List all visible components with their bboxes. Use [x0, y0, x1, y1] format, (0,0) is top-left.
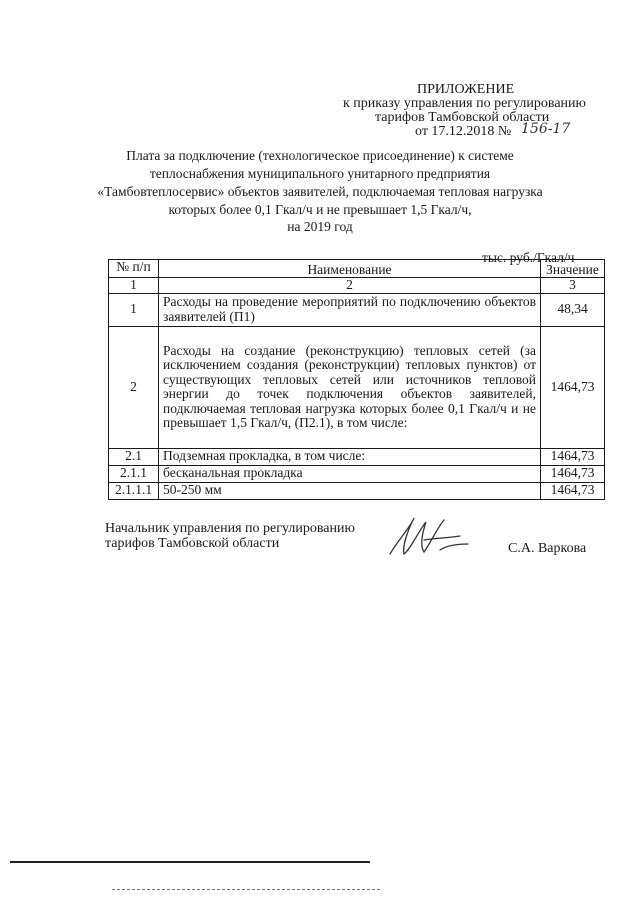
header-value: Значение — [541, 260, 605, 278]
index-value: 3 — [541, 278, 605, 294]
title-line-1: Плата за подключение (технологическое присоединение) к системе — [126, 148, 514, 163]
order-authority-line: тарифов Тамбовской области — [375, 110, 550, 125]
row-num: 2 — [109, 326, 159, 448]
row-name: Расходы на проведение мероприятий по подключению объектов заявителей (П1) — [159, 293, 541, 326]
table-row — [109, 326, 605, 448]
row-value: 1464,73 — [541, 465, 605, 482]
header-num: № п/п — [109, 260, 159, 278]
row-value: 48,34 — [541, 293, 605, 326]
row-value: 1464,73 — [541, 448, 605, 465]
appendix-label: ПРИЛОЖЕНИЕ — [417, 82, 515, 97]
title-line-3: «Тамбовтеплосервис» объектов заявителей, подключаемая тепловая нагрузка — [97, 184, 543, 199]
row-num: 2.1 — [109, 448, 159, 465]
tariff-table — [108, 259, 605, 500]
row-name: 50-250 мм — [159, 482, 541, 499]
signatory-position-line-1: Начальник управления по регулированию — [105, 521, 355, 536]
table-row — [109, 293, 605, 326]
row-num: 2.1.1 — [109, 465, 159, 482]
index-name: 2 — [159, 278, 541, 294]
signatory-position — [105, 521, 355, 551]
title-line-4: которых более 0,1 Гкал/ч и не превышает 1,5 Гкал/ч, — [168, 202, 472, 217]
handwritten-signature — [384, 510, 474, 560]
signatory-position-line-2: тарифов Тамбовской области — [105, 536, 280, 551]
title-line-5: на 2019 год — [287, 219, 353, 234]
row-value: 1464,73 — [541, 326, 605, 448]
table-row — [109, 482, 605, 499]
title-line-2: теплоснабжения муниципального унитарного предприятия — [149, 166, 491, 181]
row-value: 1464,73 — [541, 482, 605, 499]
table-header-row — [109, 260, 605, 278]
row-num: 1 — [109, 293, 159, 326]
order-number-handwritten: 156-17 — [521, 121, 571, 137]
table-index-row — [109, 278, 605, 294]
bottom-dashed-rule — [112, 889, 380, 890]
order-reference-line: к приказу управления по регулированию — [343, 96, 586, 111]
table-row — [109, 448, 605, 465]
bottom-rule — [10, 861, 370, 863]
header-name: Наименование — [159, 260, 541, 278]
row-name: Расходы на создание (реконструкцию) тепловых сетей (за исключением создания (реконструкции) тепловых пунктов) от существующих тепловых сетей или источников тепловой энергии до точек подключения объектов заявителей, подключаемая тепловая нагрузка которых более 0,1 Гкал/ч и не превышает 1,5 Гкал/ч, (П2.1), в том числе: — [159, 326, 541, 448]
index-num: 1 — [109, 278, 159, 294]
row-num: 2.1.1.1 — [109, 482, 159, 499]
row-name: бесканальная прокладка — [159, 465, 541, 482]
order-date-line: от 17.12.2018 № — [415, 124, 512, 139]
units-label: тыс. руб./Гкал/ч — [482, 250, 575, 265]
table-row — [109, 465, 605, 482]
signatory-name: С.А. Варкова — [508, 541, 587, 556]
row-name: Подземная прокладка, в том числе: — [159, 448, 541, 465]
